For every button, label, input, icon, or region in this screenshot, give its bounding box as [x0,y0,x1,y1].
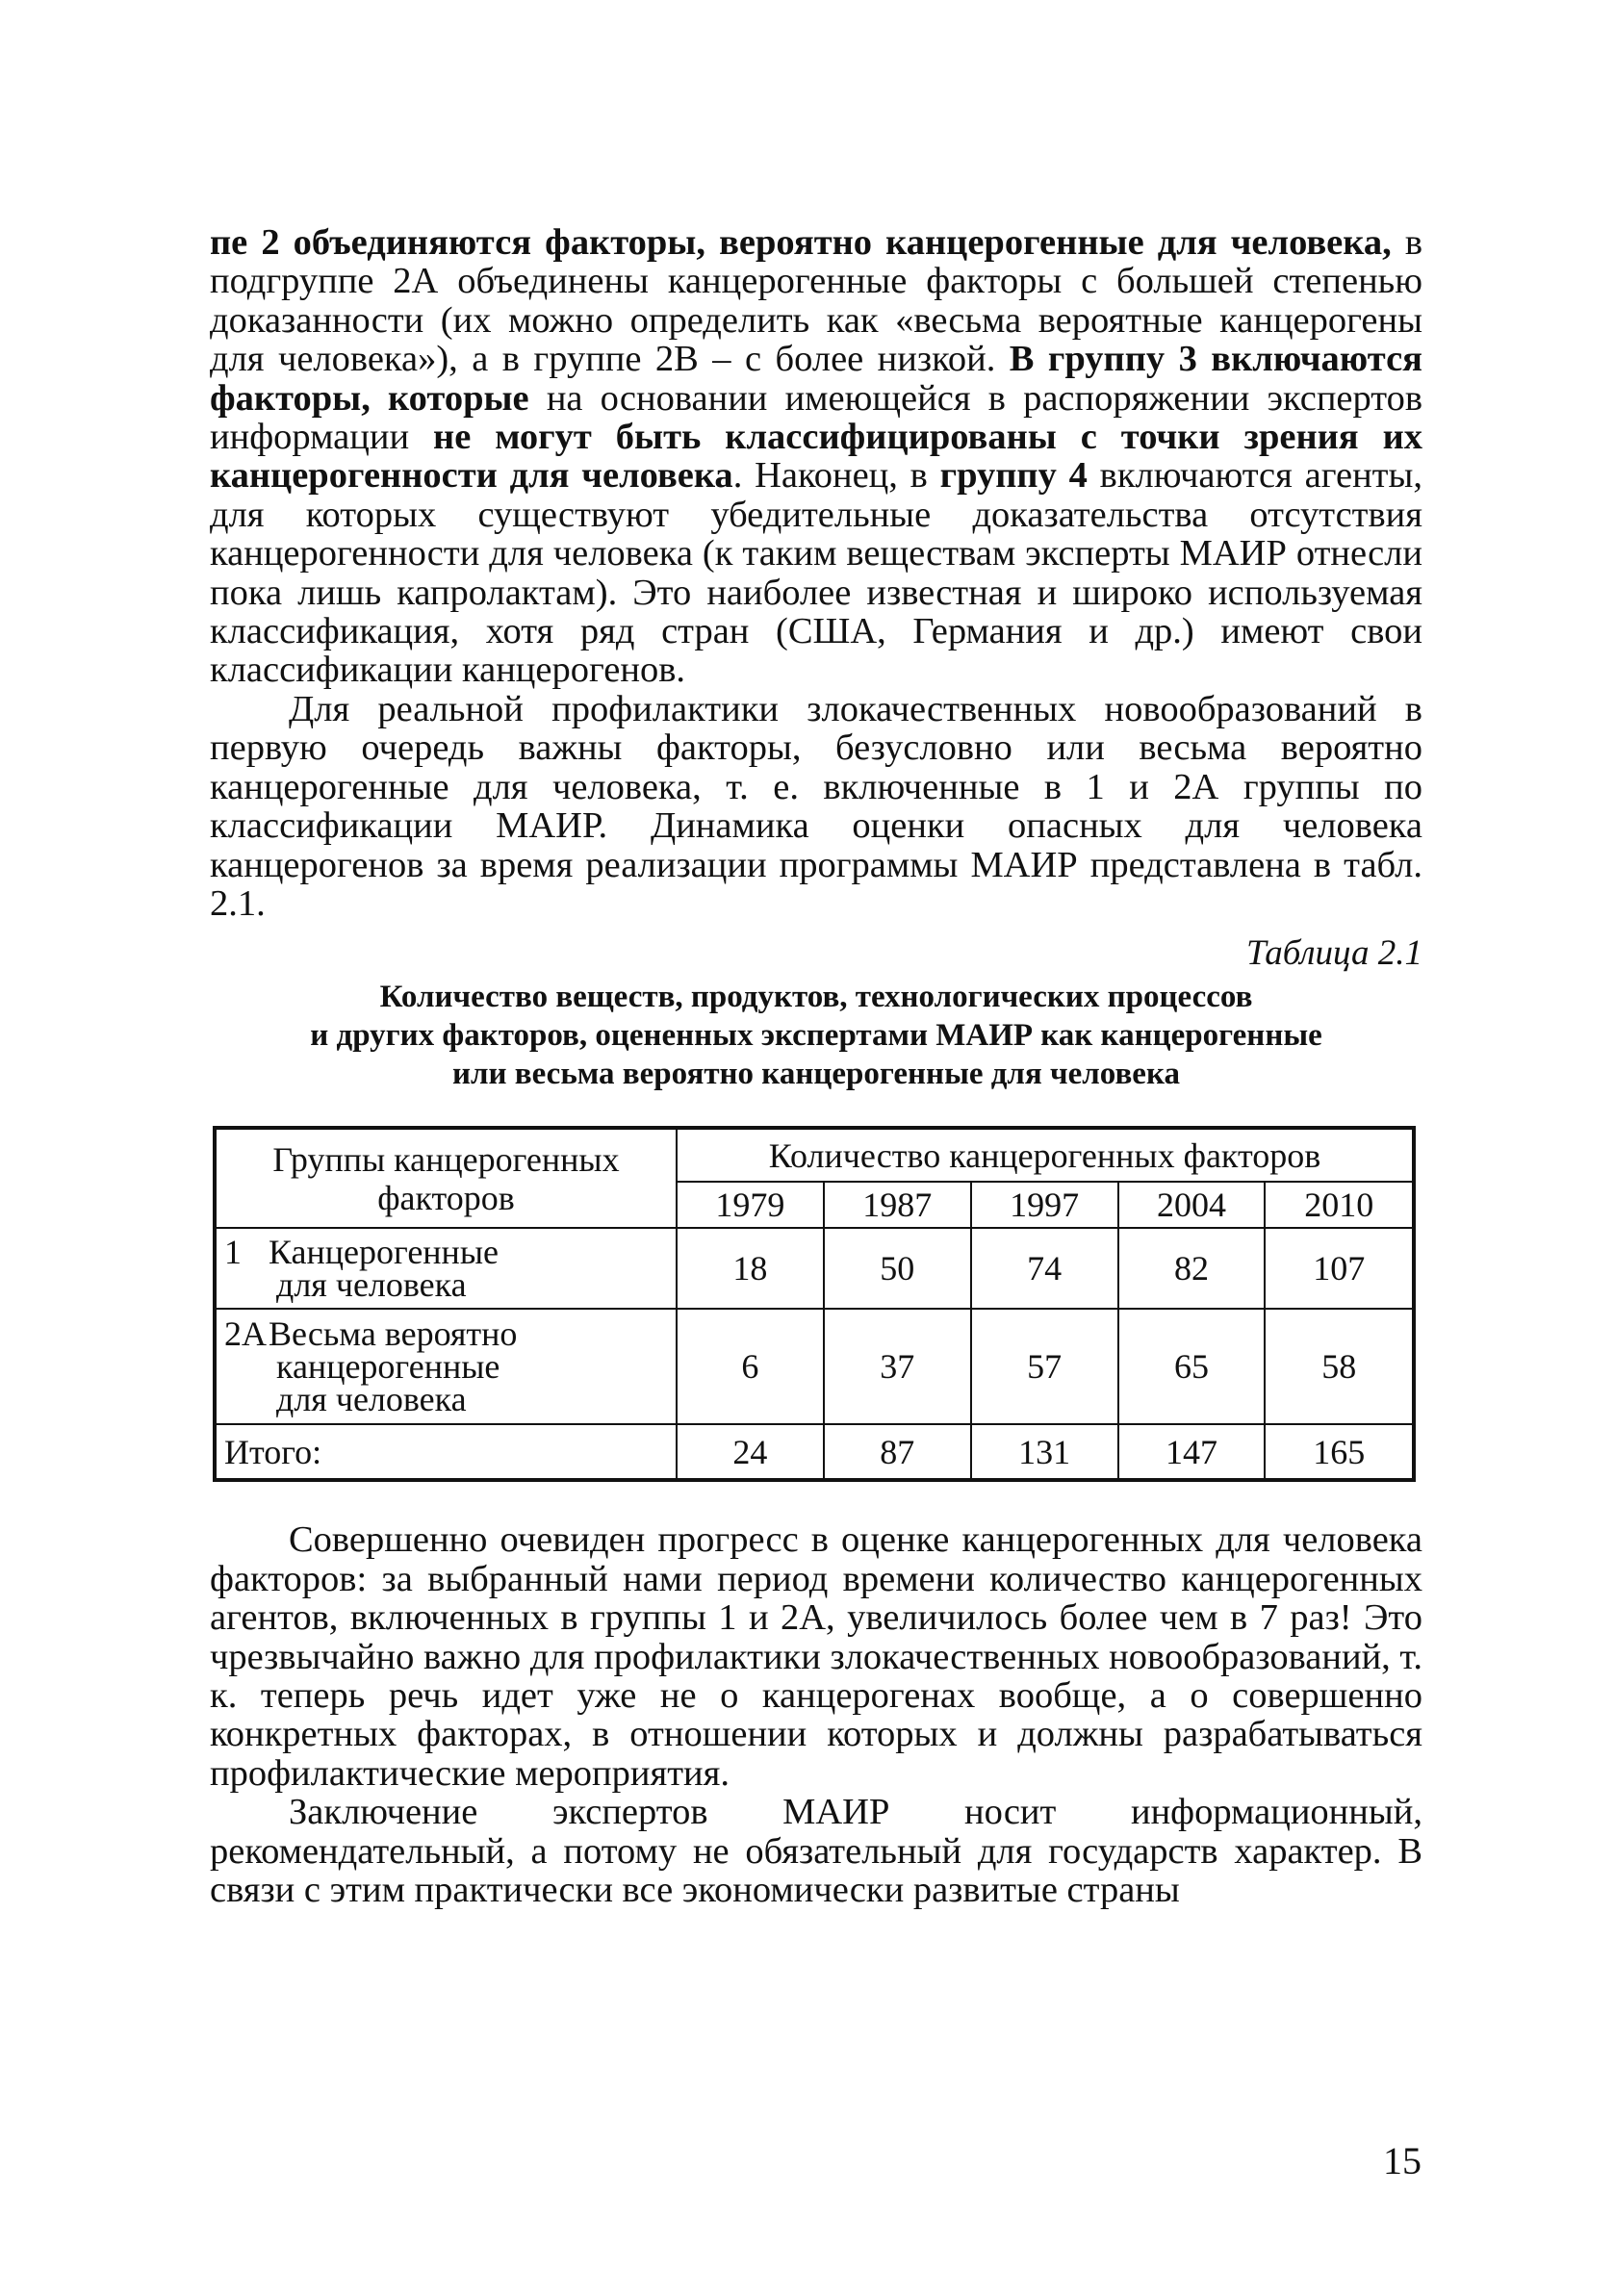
table-label: Таблица 2.1 [1245,933,1422,974]
header-year: 2010 [1265,1182,1414,1228]
row-label [215,1228,677,1309]
group-code: 1 [224,1233,242,1272]
table-row [215,1309,1414,1424]
table-cell: 65 [1118,1309,1266,1424]
paragraph-4: Заключение экспертов МАИР носит информационный, рекомендательный, а потому не обязательный для государств характер. В связи с этим практически все экономически развитые страны [210,1792,1422,1910]
header-year: 1979 [677,1182,824,1228]
text-run: включаются агенты, для которых существуют убедительные доказательства отсутствия канцерогенности для человека (к таким веществам эксперты МАИР отнесли пока лишь капролактам). Это наиболее известная и широко используемая классификация, хотя ряд стран (США, Германия и др.) имеют свои классификации канцерогенов. [210,455,1422,691]
header-year: 1997 [971,1182,1118,1228]
table-cell: 58 [1265,1309,1414,1424]
group-name: канцерогенные [276,1347,500,1387]
table-cell: 24 [677,1424,824,1480]
bold-phrase: В группу 3 включаются факторы, которые [210,339,1422,419]
header-count: Количество канцерогенных факторов [677,1128,1414,1182]
table-cell: 82 [1118,1228,1266,1309]
text-run: на основании имеющейся в распоряжении экспертов информации [210,377,1423,458]
table-cell: 165 [1265,1424,1414,1480]
page-body [210,223,1422,1909]
group-name: для человека [276,1380,467,1419]
table-row [215,1228,1414,1309]
header-year: 1987 [824,1182,971,1228]
table-title [210,978,1422,1093]
group-name: Канцерогенные [269,1233,499,1272]
header-groups [215,1128,677,1228]
table-title-line: или весьма вероятно канцерогенные для человека [452,1057,1180,1092]
group-code: 2А [224,1314,267,1354]
table-cell: 74 [971,1228,1118,1309]
table-cell: 131 [971,1424,1118,1480]
table-cell: 147 [1118,1424,1266,1480]
bold-phrase: группу 4 [939,455,1088,497]
row-label [215,1309,677,1424]
table-cell: 6 [677,1309,824,1424]
table-cell: 18 [677,1228,824,1309]
text-run: в подгруппе 2А объединены канцерогенные факторы с большей степенью доказанности (их можно определить как «весьма вероятные канцерогены для человека»), а в группе 2В – с более низкой. [210,222,1422,380]
table-row-total [215,1424,1414,1480]
text-run: . Наконец, в [732,455,940,497]
table-cell: 107 [1265,1228,1414,1309]
carcinogen-table [213,1126,1416,1482]
bold-phrase: не могут быть классифицированы с точки зрения их канцерогенности для человека [210,417,1422,497]
total-label: Итого: [215,1424,677,1480]
header-groups-line: факторов [377,1178,515,1217]
bold-phrase: пе 2 объединяются факторы, вероятно канцерогенные для человека, [210,222,1392,263]
table-cell: 37 [824,1309,971,1424]
header-groups-line: Группы канцерогенных [272,1139,620,1179]
page-number: 15 [1383,2139,1422,2182]
group-name: для человека [276,1265,467,1305]
header-year: 2004 [1118,1182,1266,1228]
paragraph-2: Для реальной профилактики злокачественных новообразований в первую очередь важны факторы, безусловно или весьма вероятно канцерогенные для человека, т. е. включенные в 1 и 2А группы по классификации МАИР. Динамика оценки опасных для человека канцерогенов за время реализации программы МАИР представлена в табл. 2.1. [210,688,1422,924]
table-title-line: и других факторов, оцененных экспертами МАИР как канцерогенные [310,1018,1322,1054]
group-name: Весьма вероятно [269,1314,518,1354]
table-cell: 50 [824,1228,971,1309]
table-cell: 57 [971,1309,1118,1424]
paragraph-1 [210,223,1422,690]
paragraph-3: Совершенно очевиден прогресс в оценке канцерогенных для человека факторов: за выбранный нами период времени количество канцерогенных агентов, включенных в группы 1 и 2А, увеличилось более чем в 7 раз! Это чрезвычайно важно для профилактики злокачественных новообразований, т. к. теперь речь идет уже не о канцерогенах вообще, а о совершенно конкретных факторах, в отношении которых и должны разрабатываться профилактические мероприятия. [210,1519,1422,1794]
table-cell: 87 [824,1424,971,1480]
table-title-line: Количество веществ, продуктов, технологических процессов [379,980,1253,1015]
